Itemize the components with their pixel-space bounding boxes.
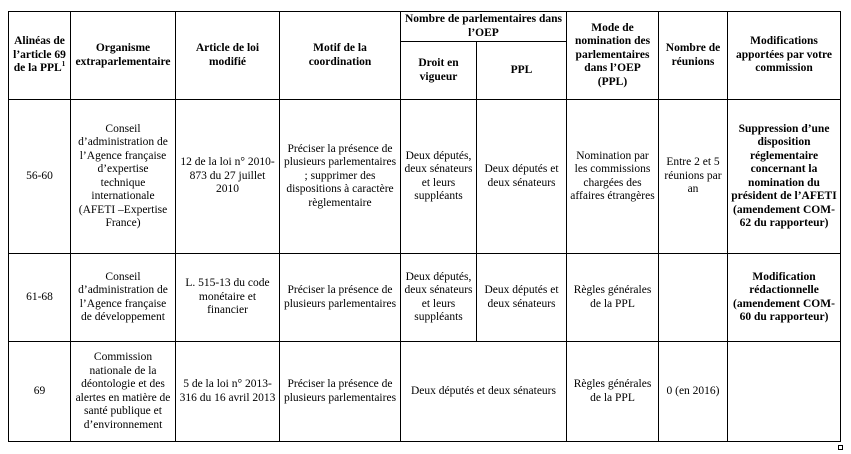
- cell-mode-nomination: Nomination par les commissions chargées des affaires étrangères: [567, 100, 659, 254]
- header-ppl: PPL: [477, 42, 567, 100]
- header-organisme: Organisme extraparlementaire: [71, 12, 176, 100]
- cell-organisme: Conseil d’administration de l’Agence française d’expertise technique internationale (AFETI –Expertise France): [71, 100, 176, 254]
- cell-parlementaires-merged: Deux députés et deux sénateurs: [401, 342, 567, 442]
- header-alineas: Alinéas de l’article 69 de la PPL$^1$: [9, 12, 71, 100]
- oep-table: [8, 11, 841, 442]
- cell-article: 5 de la loi n° 2013-316 du 16 avril 2013: [176, 342, 280, 442]
- cell-modifications: Modification rédactionnelle (amendement COM-60 du rapporteur): [728, 254, 841, 342]
- cell-ppl: Deux députés et deux sénateurs: [477, 254, 567, 342]
- header-mode-nomination: Mode de nomination des parlementaires dans l’OEP (PPL): [567, 12, 659, 100]
- cell-droit-en-vigueur: Deux députés, deux sénateurs et leurs suppléants: [401, 254, 477, 342]
- cell-organisme: Commission nationale de la déontologie et des alertes en matière de santé publique et d’environnement: [71, 342, 176, 442]
- cell-ppl: Deux députés et deux sénateurs: [477, 100, 567, 254]
- cell-article: L. 515-13 du code monétaire et financier: [176, 254, 280, 342]
- cell-motif: Préciser la présence de plusieurs parlementaires: [280, 254, 401, 342]
- header-article: Article de loi modifié: [176, 12, 280, 100]
- header-motif: Motif de la coordination: [280, 12, 401, 100]
- cell-alineas: 56-60: [9, 100, 71, 254]
- cell-alineas: 61-68: [9, 254, 71, 342]
- header-nombre-parlementaires: Nombre de parlementaires dans l’OEP: [401, 12, 567, 42]
- cell-nombre-reunions: [659, 254, 728, 342]
- cell-motif: Préciser la présence de plusieurs parlementaires ; supprimer des dispositions à caractère règlementaire: [280, 100, 401, 254]
- cell-droit-en-vigueur: Deux députés, deux sénateurs et leurs suppléants: [401, 100, 477, 254]
- cell-alineas: 69: [9, 342, 71, 442]
- table-row: [9, 342, 841, 442]
- cell-modifications: Suppression d’une disposition réglementaire concernant la nomination du président de l’AFETI (amendement COM-62 du rapporteur): [728, 100, 841, 254]
- table-row: [9, 254, 841, 342]
- cell-nombre-reunions: 0 (en 2016): [659, 342, 728, 442]
- cell-mode-nomination: Règles générales de la PPL: [567, 342, 659, 442]
- header-modifications: Modifications apportées par votre commission: [728, 12, 841, 100]
- cell-motif: Préciser la présence de plusieurs parlementaires: [280, 342, 401, 442]
- end-marker: [838, 445, 843, 450]
- header-nombre-reunions: Nombre de réunions: [659, 12, 728, 100]
- header-droit-en-vigueur: Droit en vigueur: [401, 42, 477, 100]
- cell-modifications: [728, 342, 841, 442]
- cell-nombre-reunions: Entre 2 et 5 réunions par an: [659, 100, 728, 254]
- cell-organisme: Conseil d’administration de l’Agence française de développement: [71, 254, 176, 342]
- cell-article: 12 de la loi n° 2010-873 du 27 juillet 2010: [176, 100, 280, 254]
- cell-mode-nomination: Règles générales de la PPL: [567, 254, 659, 342]
- table-row: [9, 100, 841, 254]
- footnote-marker: 1: [61, 60, 66, 69]
